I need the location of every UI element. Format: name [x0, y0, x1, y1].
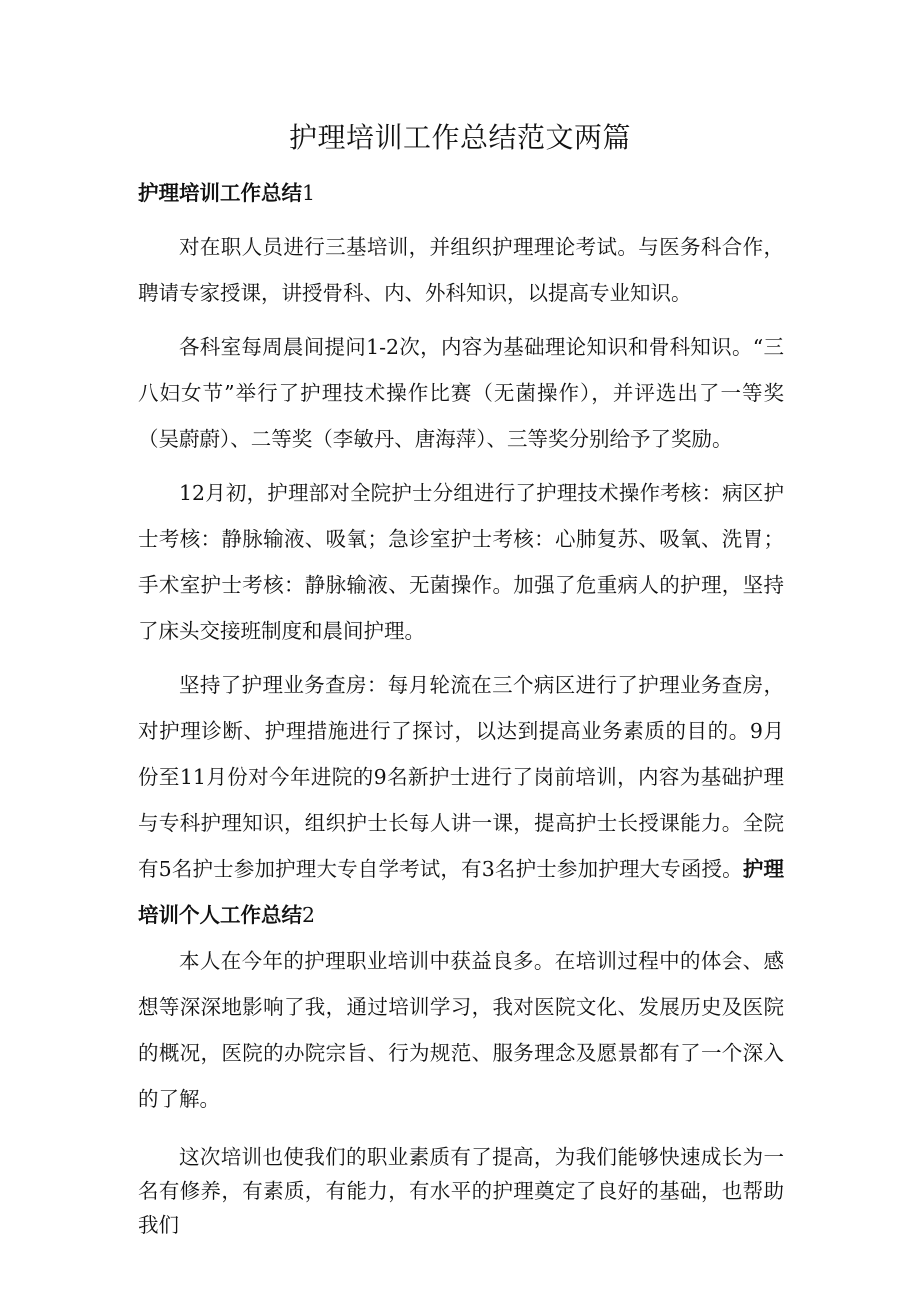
section-2-paragraph: 这次培训也使我们的职业素质有了提高，为我们能够快速成长为一名有修养，有素质，有能力，有水平的护理奠定了良好的基础，也帮助我们 — [138, 1145, 784, 1237]
section-1-heading-text: 护理培训工作总结 — [138, 181, 302, 205]
section-1-paragraph-text: 坚持了护理业务查房：每月轮流在三个病区进行了护理业务查房，对护理诊断、护理措施进行了探讨，以达到提高业务素质的目的。9月份至11月份对今年进院的9名新护士进行了岗前培训，内容为基础护理与专科护理知识，组织护士长每人讲一课，提高护士长授课能力。全院有5名护士参加护理大专自学考试，有3名护士参加护理大专函授。 — [138, 673, 784, 881]
section-2-paragraph: 本人在今年的护理职业培训中获益良多。在培训过程中的体会、感想等深深地影响了我，通过培训学习，我对医院文化、发展历史及医院的概况，医院的办院宗旨、行为规范、服务理念及愿景都有了一个深入的了解。 — [138, 949, 784, 1111]
section-2-heading-text: 护理培训个人工作总结 — [138, 857, 785, 927]
section-1-heading — [138, 170, 784, 216]
section-1-paragraph: 各科室每周晨间提问1-2次，内容为基础理论知识和骨科知识。“三八妇女节”举行了护理技术操作比赛（无菌操作），并评选出了一等奖（吴蔚蔚）、二等奖（李敏丹、唐海萍）、三等奖分别给予了奖励。 — [138, 335, 784, 451]
section-1-heading-number: 1 — [302, 181, 316, 205]
document-body — [138, 170, 784, 1242]
section-1-paragraph: 对在职人员进行三基培训，并组织护理理论考试。与医务科合作，聘请专家授课，讲授骨科、内、外科知识，以提高专业知识。 — [138, 235, 784, 305]
section-1-paragraph: 12月初，护理部对全院护士分组进行了护理技术操作考核：病区护士考核：静脉输液、吸氧；急诊室护士考核：心肺复苏、吸氧、洗胃；手术室护士考核：静脉输液、无菌操作。加强了危重病人的护理，坚持了床头交接班制度和晨间护理。 — [138, 481, 784, 643]
document-title: 护理培训工作总结范文两篇 — [288, 121, 631, 154]
section-1-paragraph — [138, 662, 784, 938]
section-2-heading-number: 2 — [302, 903, 316, 927]
